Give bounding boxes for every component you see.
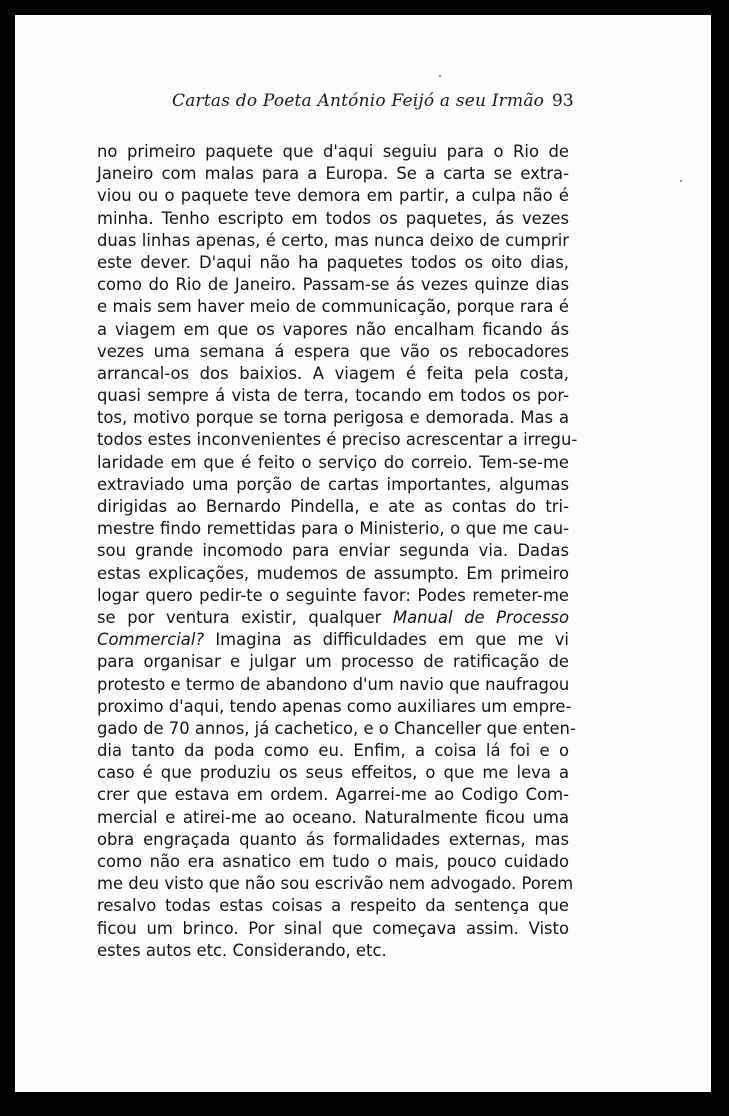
text-line: gado de 70 annos, já cachetico, e o Chanceller que enten-: [97, 718, 576, 738]
text-line: ficou um brinco. Por sinal que começava assim. Visto: [97, 918, 569, 938]
text-line: a viagem em que os vapores não encalham ficando ás: [97, 319, 569, 339]
text-line: me deu visto que não sou escrivão nem advogado. Porem: [97, 874, 574, 894]
text-line: mestre findo remettidas para o Ministerio, o que me cau-: [97, 519, 569, 539]
text-line: arrancal-os dos baixios. A viagem é feita pela costa,: [97, 363, 569, 383]
text-line: todos estes inconvenientes é preciso acrescentar a irregu-: [97, 430, 578, 450]
text-line: tos, motivo porque se torna perigosa e demorada. Mas a: [97, 408, 569, 428]
text-line: este dever. D'aqui não ha paquetes todos os oito dias,: [97, 252, 569, 272]
text-line: proximo d'aqui, tendo apenas como auxiliares um empre-: [97, 696, 572, 716]
text-line: sou grande incomodo para enviar segunda via. Dadas: [97, 541, 569, 561]
italic-title: Manual de Processo: [392, 607, 569, 627]
text-line: vezes uma semana á espera que vão os rebocadores: [97, 341, 569, 361]
running-title: Cartas do Poeta António Feijó a seu Irmão: [172, 91, 545, 111]
text-line: minha. Tenho escripto em todos os paquetes, ás vezes: [97, 208, 569, 228]
text-line: como do Rio de Janeiro. Passam-se ás vezes quinze dias: [97, 275, 569, 295]
text-line: caso é que produziu os seus effeitos, o que me leva a: [97, 763, 569, 783]
text-line: obra engraçada quanto ás formalidades externas, mas: [97, 829, 569, 849]
text-line: dia tanto da poda como eu. Enfim, a coisa lá foi e o: [97, 741, 569, 761]
body-text: [97, 141, 578, 962]
text-line: logar quero pedir-te o seguinte favor: Podes remeter-me: [97, 585, 569, 605]
text-line: crer que estava em ordem. Agarrei-me ao Codigo Com-: [97, 785, 569, 805]
text-line-italic-mixed: Commercial? Imagina as difficuldades em que me vi: [97, 630, 569, 650]
page-header: [15, 87, 711, 117]
text-line: para organisar e julgar um processo de ratificação de: [97, 652, 569, 672]
italic-title: Commercial?: [97, 630, 205, 650]
text-line: viou ou o paquete teve demora em partir, a culpa não é: [97, 186, 569, 206]
text-line: Janeiro com malas para a Europa. Se a carta se extra-: [97, 164, 569, 184]
paper-speck: [680, 180, 682, 182]
text-line-last: estes autos etc. Considerando, etc.: [97, 940, 387, 960]
text-line: extraviado uma porção de cartas importantes, algumas: [97, 474, 569, 494]
text-line: duas linhas apenas, é certo, mas nunca deixo de cumprir: [97, 230, 569, 250]
text-line: dirigidas ao Bernardo Pindella, e ate as contas do tri-: [97, 497, 569, 516]
text-line: como não era asnatico em tudo o mais, pouco cuidado: [97, 852, 569, 871]
text-line: resalvo todas estas coisas a respeito da sentença que: [97, 896, 569, 916]
text-line: no primeiro paquete que d'aqui seguiu para o Rio de: [97, 142, 569, 161]
text-line-italic-mixed: se por ventura existir, qualquer Manual de Processo: [97, 607, 569, 627]
book-page: [15, 15, 711, 1092]
page-number: 93: [552, 91, 574, 111]
text-line: estas explicações, mudemos de assumpto. Em primeiro: [97, 563, 569, 583]
text-line: protesto e termo de abandono d'um navio que naufragou: [97, 674, 570, 694]
text-line: laridade em que é feito o serviço do correio. Tem-se-me: [97, 452, 569, 472]
text-line: mercial e atirei-me ao oceano. Naturalmente ficou uma: [97, 807, 569, 827]
text-line: e mais sem haver meio de communicação, porque rara é: [97, 297, 569, 317]
text-line: quasi sempre á vista de terra, tocando em todos os por-: [97, 386, 569, 406]
paper-speck: [439, 75, 441, 77]
